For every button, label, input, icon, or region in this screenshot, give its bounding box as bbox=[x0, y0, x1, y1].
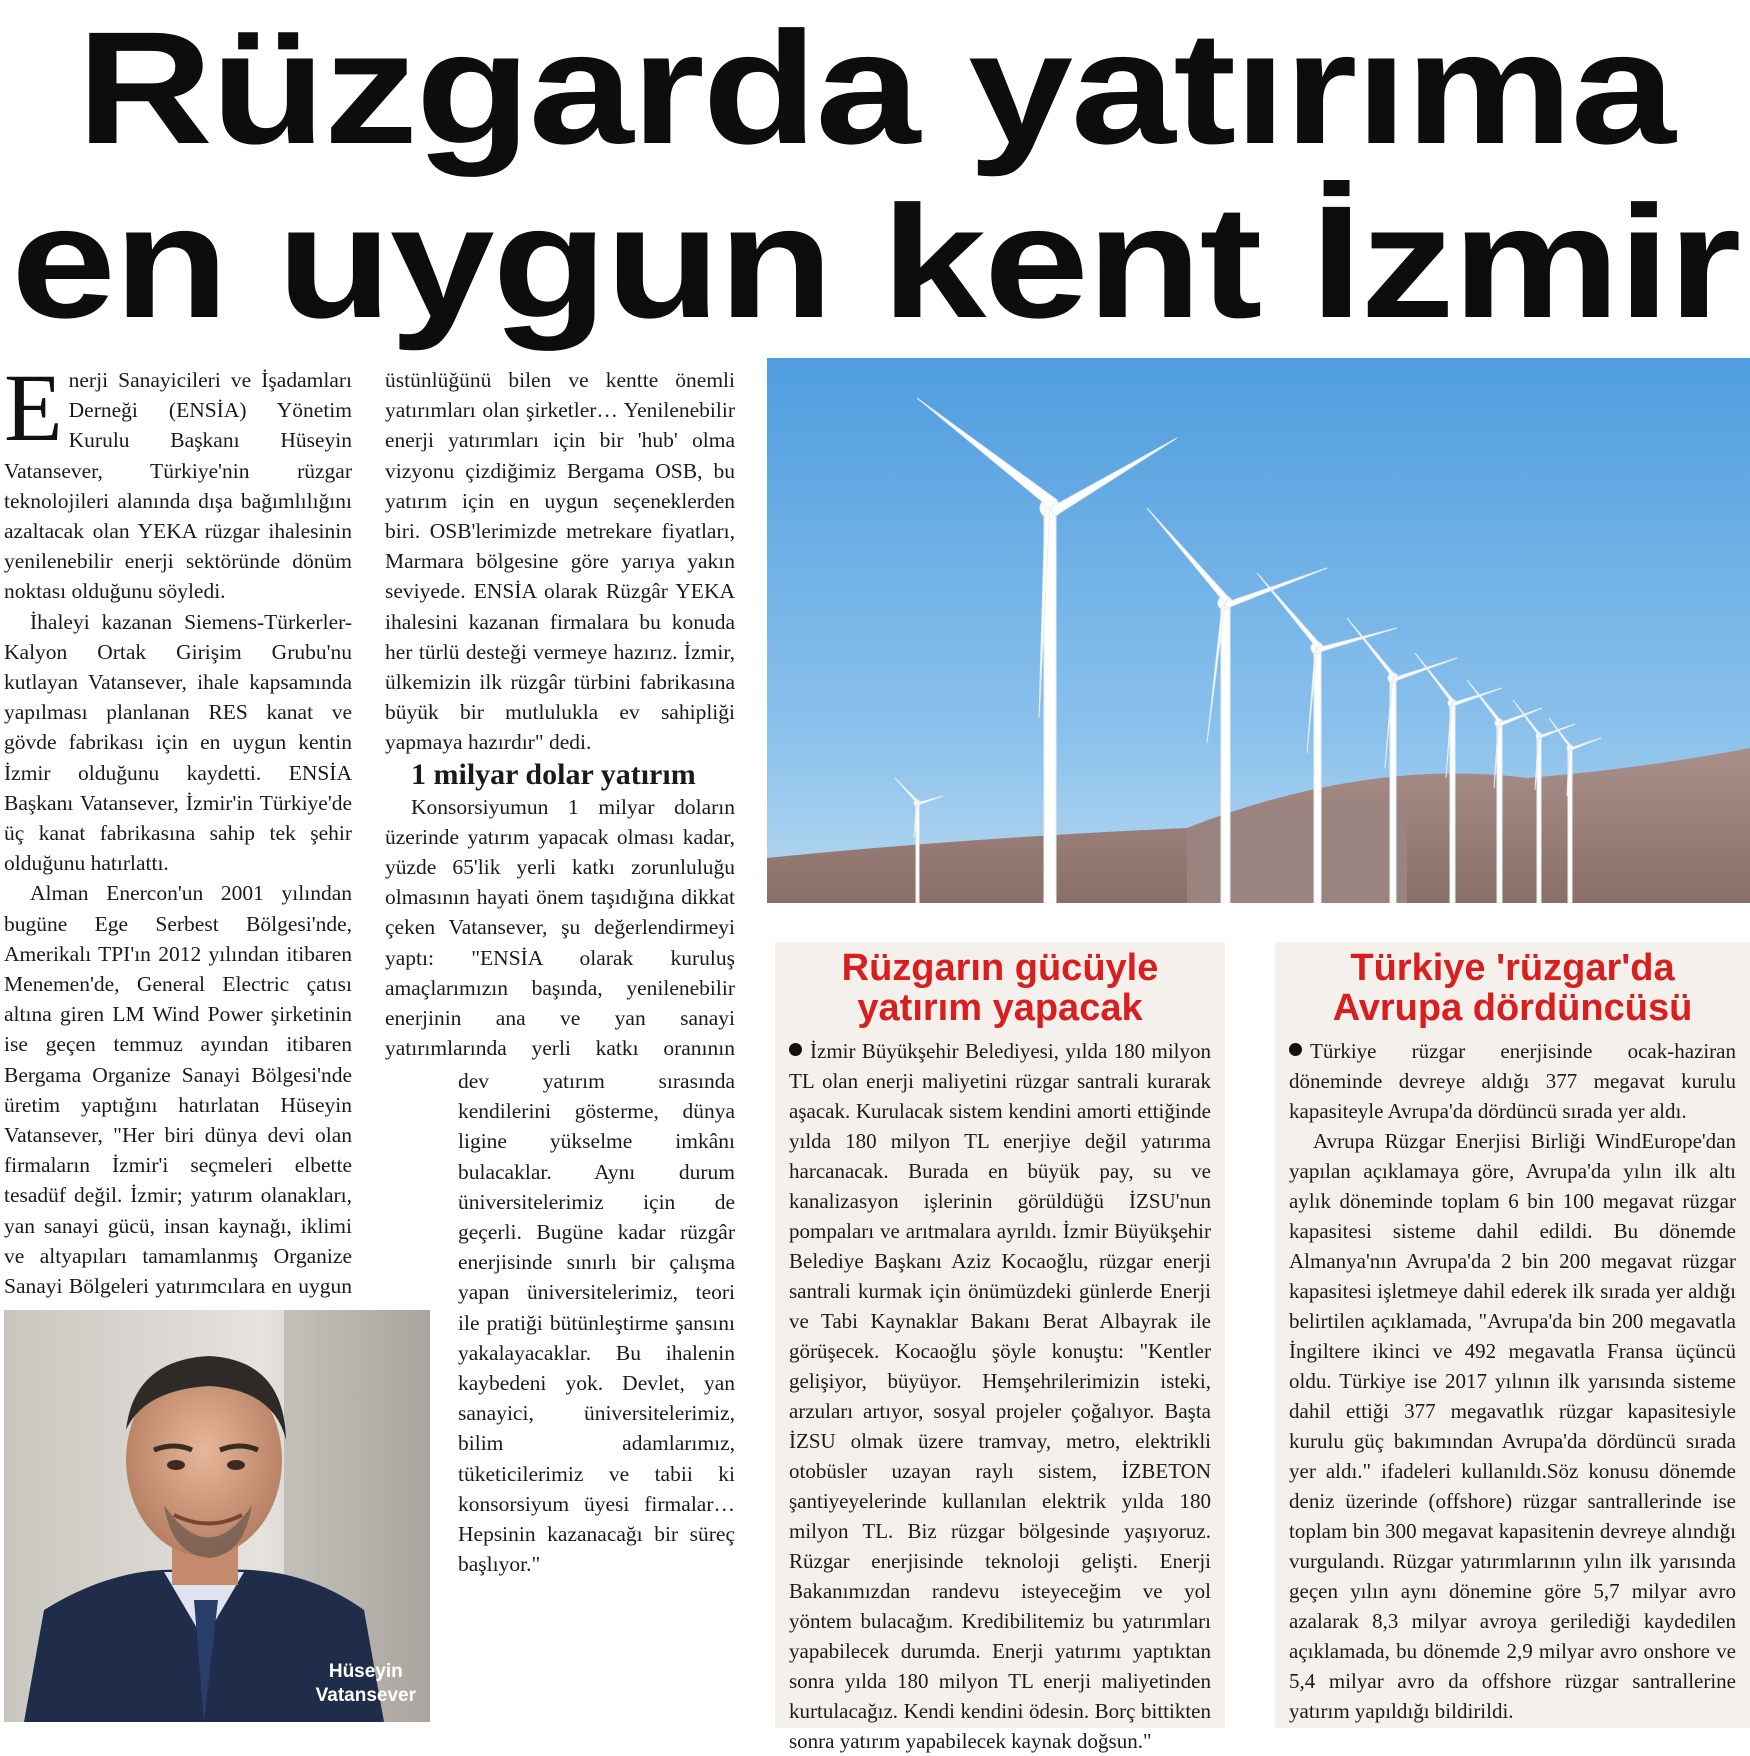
sidebar-box-wind-investment bbox=[775, 942, 1225, 1753]
portrait-photo bbox=[4, 1310, 430, 1722]
article-column-2-continued bbox=[458, 1066, 735, 1726]
box-title: Türkiye 'rüzgar'da Avrupa dördüncüsü bbox=[1332, 947, 1693, 1029]
paragraph: Alman Enercon'un 2001 yılından bugüne Ege Serbest Bölgesi'nde, Amerikalı TPI'ın 2012 yılından itibaren Menemen'de, General Electric çatısı altına giren LM Wind Power şirketinin ise geçen temmuz ayından itibaren Bergama Organize Sanayi Bölgesi'nde üretim yaptığını hatırlatan Hüseyin Vatansever, "Her biri dünya devi olan firmaların İzmir'i seçmeleri elbette tesadüf değil. İzmir; yatırım olanakları, yan sanayi gücü, insan kaynağı, iklimi ve altyapıları tamamlanmış Organize Sanayi Bölgeleri yatırımcılara en uygun bbox=[4, 881, 352, 1299]
drop-cap: E bbox=[4, 365, 63, 461]
box-body bbox=[775, 1036, 1225, 1756]
wind-turbines-image bbox=[767, 358, 1750, 903]
subheading: 1 milyar dolar yatırım bbox=[411, 757, 696, 791]
bullet-icon bbox=[1289, 1043, 1302, 1056]
article-column-2 bbox=[385, 365, 735, 1065]
paragraph: İzmir Büyükşehir Belediyesi, yılda 180 milyon TL olan enerji maliyetini rüzgar santrali kurarak aşacak. Kurulacak sistem kendini amorti ettiğinde yılda 180 milyon TL enerjiye değil yatırıma harcanacak. Burada en büyük pay, su ve kanalizasyon işlerinin görüldüğü İZSU'nun pompaları ve arıtmalara ayrıldı. İzmir Büyükşehir Belediye Başkanı Aziz Kocaoğlu, rüzgar enerji santrali kurmak için önümüzdeki günlerde Enerji ve Tabi Kaynaklar Bakanı Berat Albayrak ile görüşecek. Kocaoğlu şöyle konuştu: "Kentler gelişiyor, büyüyor. Hemşehrilerimizin isteki, arzuları artıyor, sosyal projeler çoğalıyor. Başta İZSU olmak üzere tramvay, metro, elektrikli otobüsler uzayan raylı sistem, İZBETON şantiyeyelerinde kullanılan elektrik yılda 180 milyon TL. Biz rüzgar bölgesinde yaşıyoruz. Rüzgar enerjisinde teknoloji gelişti. Enerji Bakanımızdan randevu isteyeceğim ve yol yöntem bulacağım. Kredibilitemiz bu yatırımları yapabilecek durumda. Enerji yatırımı yaptıktan sonra yılda 180 milyon TL enerji maliyetinden kurtulacağız. Kendi kendini ödesin. Borç bittikten sonra yatırım yapabilecek kaynak doğsun." bbox=[789, 1039, 1211, 1753]
paragraph: Türkiye rüzgar enerjisinde ocak-haziran döneminde devreye aldığı 377 megavat kurulu kapasiteyle Avrupa'da dördüncü sırada yer aldı. bbox=[1289, 1039, 1736, 1123]
box-body bbox=[1275, 1036, 1750, 1726]
paragraph: İhaleyi kazanan Siemens-Türkerler-Kalyon Ortak Girişim Grubu'nu kutlayan Vatansever, ihale kapsamında yapılması planlanan RES kanat ve gövde fabrikası için en uygun kentin İzmir olduğunu kaydetti. ENSİA Başkanı Vatansever, İzmir'in Türkiye'de üç kanat fabrikasına sahip tek şehir olduğunu hatırlattı. bbox=[4, 609, 352, 876]
paragraph: üstünlüğünü bilen ve kentte önemli yatırımları olan şirketler… Yenilenebilir enerji yatırımları için bir 'hub' olma vizyonu çizdiğimiz Bergama OSB, bu yatırım için en uygun seçeneklerden biri. OSB'lerimizde metrekare fiyatları, Marmara bölgesine göre yarıya yakın seviyede. ENSİA olarak Rüzgâr YEKA ihalesini kazanan firmalara bu konuda her türlü desteği vermeye hazırız. İzmir, ülkemizin ilk rüzgâr türbini fabrikasına büyük bir mutlulukla ev sahipliği yapmaya hazırdır" dedi. bbox=[385, 368, 735, 755]
paragraph: Enerji Sanayicileri ve İşadamları Derneği (ENSİA) Yönetim Kurulu Başkanı Hüseyin Vatansever, Türkiye'nin rüzgar teknolojileri alanında dışa bağımlılığını azaltacak olan YEKA rüzgar ihalesinin yenilenebilir enerji sektöründe dönüm noktası olduğunu söyledi. bbox=[4, 365, 352, 604]
paragraph: Konsorsiyumun 1 milyar doların üzerinde yatırım yapacak olması kadar, yüzde 65'lik yerli katkı zorunluluğu olmasının hayati önem taşıdığına dikkat çeken Vatansever, şu değerlendirmeyi yaptı: "ENSİA olarak kuruluş amaçlarımızın başında, yenilenebilir enerjinin ana ve yan sanayi yatırımlarında yerli katkı oranının bbox=[385, 794, 735, 1061]
bullet-icon bbox=[789, 1043, 802, 1056]
headline-line-2: en uygun kent İzmir bbox=[10, 172, 1739, 351]
wind-turbines-photo bbox=[767, 358, 1750, 903]
article-column-1 bbox=[4, 365, 352, 1305]
box-title: Rüzgarın gücüyle yatırım yapacak bbox=[841, 947, 1159, 1029]
headline-line-1: Rüzgarda yatırıma bbox=[76, 0, 1674, 177]
sidebar-box-turkey-fourth bbox=[1275, 942, 1750, 1728]
paragraph: dev yatırım sırasında kendilerini gösterme, dünya ligine yükselme imkânı bulacaklar. Aynı durum üniversitelerimiz için de geçerli. Bugüne kadar rüzgâr enerjisinde sınırlı bir çalışma yapan üniversitelerimiz, teori ile pratiği bütünleştirme şansını yakalayacaklar. Bu ihalenin kaybedeni yok. Devlet, yan sanayici, üniversitelerimiz, bilim adamlarımız, tüketicilerimiz ve tabii ki konsorsiyum üyesi firmalar… Hepsinin kazanacağı bir süreç başlıyor." bbox=[458, 1069, 735, 1577]
paragraph: Avrupa Rüzgar Enerjisi Birliği WindEurope'dan yapılan açıklamaya göre, Avrupa'da yılın ilk altı aylık döneminde toplam 6 bin 100 megavat rüzgar kapasitesi sisteme dahil edildi. Bu dönemde Almanya'nın Avrupa'da 2 bin 200 megavat rüzgar kapasitesi işletmeye dahil ederek ilk sırada yer aldığı belirtilen açıklamada, "Avrupa'da bin 200 megavatla İngiltere ikinci ve 492 megavatla Fransa üçüncü oldu. Türkiye ise 2017 yılının ilk yarısında sisteme dahil ettiği 377 megavatlık rüzgar kapasitesiyle kurulu güç bakımından Avrupa'da dördüncü sırada yer aldı." ifadeleri kullanıldı.Söz konusu dönemde deniz üzerinde (offshore) rüzgar santrallerinde ise toplam bin 300 megavat kapasitenin devreye alındığı vurgulandı. Rüzgar yatırımlarının yılın ilk yarısında geçen yılın aynı dönemine göre 5,7 milyar avro azalarak 8,3 milyar avroya gerilediği kaydedilen açıklamada, bu dönemde 2,9 milyar avro onshore ve 5,4 milyar avro da offshore rüzgar santrallerine yatırım yapıldığı bildirildi. bbox=[1289, 1129, 1736, 1723]
photo-caption: Hüseyin Vatansever bbox=[315, 1661, 416, 1706]
